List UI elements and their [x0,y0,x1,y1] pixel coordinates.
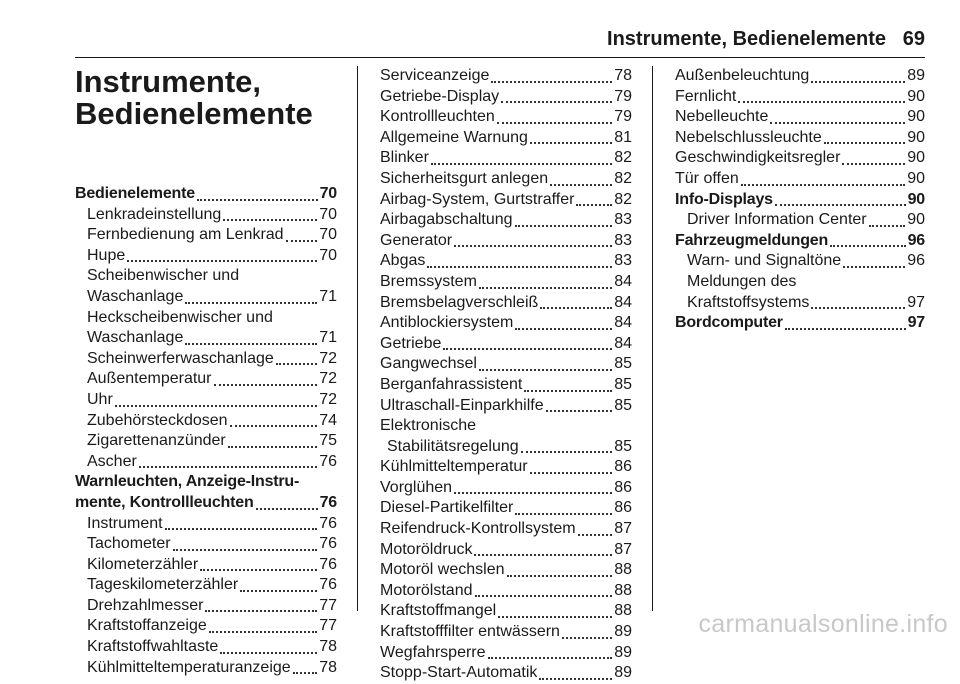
toc-section-warnleuchten[interactable] [75,472,337,513]
toc-entry[interactable] [380,87,632,108]
toc-column-2 [380,66,632,684]
toc-section-bordcomputer[interactable] [675,313,925,334]
toc-page-number: 87 [614,520,632,538]
toc-section-title: Bordcomputer [675,314,783,332]
toc-entry[interactable] [380,354,632,375]
toc-page-number: 90 [907,169,925,187]
page-number: 69 [902,28,925,50]
leader-dots [785,328,906,330]
toc-entry[interactable] [675,169,925,190]
toc-entry[interactable] [675,128,925,149]
toc-entry[interactable] [380,498,632,519]
header-rule [75,57,925,58]
toc-entry-label: Warn- und Signaltöne [687,252,842,270]
toc-entry[interactable] [75,266,337,307]
toc-page-number: 88 [614,602,632,620]
leader-dots [811,81,905,83]
leader-dots [431,163,612,165]
toc-column-1 [75,66,337,678]
toc-section-title: Fahrzeugmeldungen [675,231,829,249]
toc-page-number: 83 [614,231,632,249]
leader-dots [230,425,318,427]
toc-entry[interactable] [380,519,632,540]
toc-entry-label: Allgemeine Warnung [380,128,528,146]
leader-dots [427,266,612,268]
toc-entry-label: Kühlmitteltemperatur [380,458,528,476]
leader-dots [515,513,612,515]
toc-entry-label: Ascher [87,452,137,470]
toc-entry-label: Wegfahrsperre [380,643,486,661]
toc-page-number: 90 [907,190,925,208]
toc-entry[interactable] [380,416,632,457]
leader-dots [454,492,612,494]
leader-dots [205,610,317,612]
toc-page-number: 74 [319,411,337,429]
toc-page-number: 82 [614,169,632,187]
toc-section-title: Warnleuchten, Anzeige-Instru- [75,473,300,491]
toc-entry[interactable] [380,334,632,355]
leader-dots [443,348,612,350]
leader-dots [228,446,317,448]
leader-dots [843,266,905,268]
toc-entry-label: Kraftstoffmangel [380,602,497,620]
leader-dots [474,554,612,556]
toc-page-number: 86 [614,478,632,496]
leader-dots [578,534,613,536]
column-divider [652,66,653,611]
toc-page-number: 85 [614,355,632,373]
toc-page-number: 89 [614,623,632,641]
leader-dots [276,363,317,365]
leader-dots [576,204,612,206]
toc-page-number: 83 [614,252,632,270]
toc-entry[interactable] [75,514,337,535]
toc-entry-label: Antiblockiersystem [380,314,514,332]
toc-entry[interactable] [75,349,337,370]
leader-dots [240,590,317,592]
toc-entry-label: Tür offen [675,169,739,187]
toc-entry-label: Kraftstoffwahltaste [87,638,219,656]
leader-dots [209,631,317,633]
toc-entry-label: Zubehörsteckdosen [87,411,228,429]
toc-page-number: 82 [614,190,632,208]
toc-entry[interactable] [380,457,632,478]
leader-dots [256,508,318,510]
toc-entry[interactable] [380,560,632,581]
toc-page-number: 76 [319,493,337,511]
leader-dots [173,549,318,551]
running-title: Instrumente, Bedienelemente [607,28,886,50]
toc-page-number: 90 [907,128,925,146]
toc-entry[interactable] [75,555,337,576]
toc-entry-label: Fernlicht [675,87,737,105]
toc-page-number: 71 [319,287,337,305]
leader-dots [824,142,905,144]
watermark: carmanualsonline.info [698,610,948,638]
leader-dots [497,122,612,124]
toc-page-number: 90 [907,87,925,105]
toc-page-number: 70 [319,226,337,244]
toc-entry[interactable] [675,66,925,87]
toc-entry-label: Berganfahrassistent [380,375,523,393]
toc-page-number: 84 [614,314,632,332]
toc-entry[interactable] [75,431,337,452]
toc-entry[interactable] [380,251,632,272]
toc-page-number: 85 [614,437,632,455]
toc-page-number: 76 [319,576,337,594]
leader-dots [830,245,906,247]
toc-entry[interactable] [380,375,632,396]
toc-entry-label: Heckscheibenwischer und [87,308,273,326]
leader-dots [539,678,612,680]
toc-entry-label: Zigarettenanzünder [87,432,226,450]
toc-page-number: 72 [319,390,337,408]
leader-dots [475,595,613,597]
leader-dots [286,240,318,242]
page-header [0,0,960,58]
leader-dots [530,142,612,144]
toc-page-number: 70 [319,246,337,264]
toc-entry[interactable] [380,107,632,128]
toc-section-title: mente, Kontrollleuchten [75,493,254,511]
toc-entry[interactable] [380,643,632,664]
toc-section-bedienelemente[interactable] [75,184,337,205]
toc-entry[interactable] [75,534,337,555]
leader-dots [498,616,612,618]
leader-dots [220,652,317,654]
toc-page-number: 84 [614,334,632,352]
toc-entry-label: Bremssystem [380,272,477,290]
toc-entry-label: Gangwechsel [380,355,477,373]
leader-dots [454,245,612,247]
toc-entry-label: Fernbedienung am Lenkrad [87,226,284,244]
toc-entry[interactable] [380,210,632,231]
toc-page-number: 72 [319,349,337,367]
toc-entry-label: Airbagabschaltung [380,211,513,229]
toc-page-number: 76 [319,535,337,553]
leader-dots [550,184,612,186]
toc-entry[interactable] [380,478,632,499]
leader-dots [214,384,318,386]
toc-entry[interactable] [380,190,632,211]
toc-entry[interactable] [380,313,632,334]
toc-entry-label: Stopp-Start-Automatik [380,664,538,682]
toc-entry-label: Airbag-System, Gurtstraffer [380,190,575,208]
leader-dots [546,410,613,412]
toc-page-number: 83 [614,211,632,229]
toc-entry[interactable] [75,246,337,267]
toc-entry[interactable] [380,293,632,314]
toc-entry-label: Uhr [87,390,113,408]
toc-page-number: 89 [614,643,632,661]
toc-entry-label: Außentemperatur [87,370,212,388]
toc-entry[interactable] [380,581,632,602]
leader-dots [127,260,317,262]
toc-entry-label: Getriebe-Display [380,87,500,105]
toc-page-number: 86 [614,499,632,517]
toc-entry[interactable] [675,272,925,313]
toc-page-number: 85 [614,375,632,393]
toc-entry[interactable] [380,540,632,561]
toc-entry-label: Kraftstofffilter entwässern [380,623,560,641]
toc-entry[interactable] [75,658,337,679]
toc-page-number: 84 [614,293,632,311]
toc-page-number: 97 [907,293,925,311]
leader-dots [524,390,612,392]
toc-page-number: 75 [319,432,337,450]
toc-page-number: 82 [614,149,632,167]
toc-entry[interactable] [75,225,337,246]
leader-dots [185,343,317,345]
column-divider [357,66,358,611]
toc-entry-label: Motoröldruck [380,540,473,558]
toc-entry-label: Meldungen des [687,272,797,290]
toc-entry-label: Nebelschlussleuchte [675,128,822,146]
toc-entry-label: Getriebe [380,334,442,352]
leader-dots [200,569,317,571]
toc-page-number: 97 [907,314,925,332]
toc-entry-label: Scheibenwischer und [87,267,240,285]
toc-entry[interactable] [675,251,925,272]
toc-entry[interactable] [75,390,337,411]
toc-entry-label: Kraftstoffsystems [687,293,810,311]
leader-dots [115,405,317,407]
leader-dots [197,199,318,201]
toc-page-number: 77 [319,596,337,614]
toc-entry-label: Waschanlage [87,329,184,347]
toc-entry-label: Generator [380,231,453,249]
toc-entry-label: Serviceanzeige [380,67,490,84]
toc-entry[interactable] [675,210,925,231]
toc-page-number: 76 [319,555,337,573]
chapter-title-line: Instrumente, [75,64,262,99]
toc-page-number: 96 [907,252,925,270]
leader-dots [741,184,905,186]
toc-entry[interactable] [380,148,632,169]
toc-page-number: 96 [907,231,925,249]
toc-entry-label: Kühlmitteltemperaturanzeige [87,658,291,676]
toc-entry[interactable] [675,107,925,128]
toc-entry-label: Stabilitätsregelung [387,437,519,455]
toc-entry[interactable] [675,148,925,169]
toc-entry[interactable] [380,128,632,149]
toc-entry[interactable] [75,596,337,617]
toc-entry-label: Blinker [380,149,429,167]
toc-entry-label: Geschwindigkeitsregler [675,149,841,167]
toc-entry-label: Diesel-Partikelfilter [380,499,514,517]
toc-entry-label: Kilometerzähler [87,555,199,573]
toc-page-number: 79 [614,87,632,105]
leader-dots [479,287,612,289]
toc-entry-label: Außenbeleuchtung [675,67,810,84]
toc-page-number: 70 [319,185,337,202]
toc-page-number: 84 [614,272,632,290]
toc-page-number: 70 [319,205,337,223]
toc-entry-label: Lenkradeinstellung [87,205,222,223]
toc-entry-label: Driver Information Center [687,211,867,229]
toc-entry-label: Ultraschall-Einparkhilfe [380,396,544,414]
toc-page-number: 86 [614,458,632,476]
toc-page-number: 79 [614,108,632,126]
toc-entry[interactable] [380,622,632,643]
toc-entry[interactable] [380,601,632,622]
chapter-title [75,66,337,130]
leader-dots [530,472,613,474]
leader-dots [293,672,318,674]
toc-section-title: Info-Displays [675,190,773,208]
toc-section-fahrzeugmeldungen[interactable] [675,231,925,252]
leader-dots [501,101,612,103]
leader-dots [479,369,612,371]
toc-page-number: 81 [614,128,632,146]
toc-page-number: 90 [907,108,925,126]
toc-page-number: 90 [907,149,925,167]
leader-dots [165,528,318,530]
chapter-title-line: Bedienelemente [75,96,313,131]
toc-entry-label: Elektronische [380,417,477,435]
leader-dots [811,307,905,309]
leader-dots [842,163,905,165]
leader-dots [491,81,612,83]
toc-column-3 [675,66,925,334]
toc-entry-label: Kraftstoffanzeige [87,617,207,635]
leader-dots [869,225,906,227]
toc-entry[interactable] [380,272,632,293]
toc-entry-label: Nebelleuchte [675,108,769,126]
toc-entry-label: Tachometer [87,535,171,553]
toc-entry[interactable] [75,637,337,658]
toc-page-number: 89 [614,664,632,682]
leader-dots [139,466,317,468]
toc-entry[interactable] [380,396,632,417]
toc-entry-label: Abgas [380,252,426,270]
toc-section-info-displays[interactable] [675,190,925,211]
toc-entry[interactable] [75,616,337,637]
toc-entry-label: Kontrollleuchten [380,108,495,126]
toc-page-number: 77 [319,617,337,635]
toc-entry-label: Waschanlage [87,287,184,305]
toc-entry[interactable] [75,452,337,473]
leader-dots [775,204,906,206]
leader-dots [770,122,905,124]
toc-entry-label: Vorglühen [380,478,453,496]
toc-page-number: 90 [907,211,925,229]
toc-page-number: 85 [614,396,632,414]
toc-page-number: 87 [614,540,632,558]
toc-entry[interactable] [380,66,632,87]
toc-entry[interactable] [380,169,632,190]
toc-entry[interactable] [380,663,632,684]
leader-dots [515,225,613,227]
leader-dots [185,302,317,304]
toc-entry-label: Bremsbelagverschleiß [380,293,539,311]
leader-dots [540,307,612,309]
toc-entry-label: Tageskilometerzähler [87,576,239,594]
toc-entry[interactable] [75,369,337,390]
toc-entry[interactable] [75,411,337,432]
toc-entry-label: Sicherheitsgurt anlegen [380,169,549,187]
leader-dots [521,451,613,453]
toc-page-number: 88 [614,561,632,579]
toc-page-number: 88 [614,581,632,599]
leader-dots [223,219,317,221]
toc-page-number: 78 [614,67,632,84]
toc-entry[interactable] [75,575,337,596]
toc-page-number: 78 [319,658,337,676]
toc-page-number: 76 [319,514,337,532]
toc-entry-label: Instrument [87,514,163,532]
leader-dots [488,657,613,659]
leader-dots [562,637,612,639]
leader-dots [507,575,613,577]
toc-page-number: 72 [319,370,337,388]
toc-entry-label: Motorölstand [380,581,473,599]
toc-entry-label: Reifendruck-Kontrollsystem [380,520,576,538]
toc-page-number: 76 [319,452,337,470]
toc-entry[interactable] [75,308,337,349]
leader-dots [738,101,905,103]
toc-entry[interactable] [675,87,925,108]
toc-entry-label: Hupe [87,246,126,264]
toc-entry-label: Scheinwerferwaschanlage [87,349,274,367]
toc-entry-label: Motoröl wechslen [380,561,505,579]
toc-page-number: 78 [319,638,337,656]
leader-dots [515,328,612,330]
toc-entry-label: Drehzahlmesser [87,596,204,614]
toc-entry[interactable] [75,205,337,226]
toc-page-number: 89 [907,67,925,84]
toc-section-title: Bedienelemente [75,185,195,202]
toc-page-number: 71 [319,329,337,347]
toc-entry[interactable] [380,231,632,252]
